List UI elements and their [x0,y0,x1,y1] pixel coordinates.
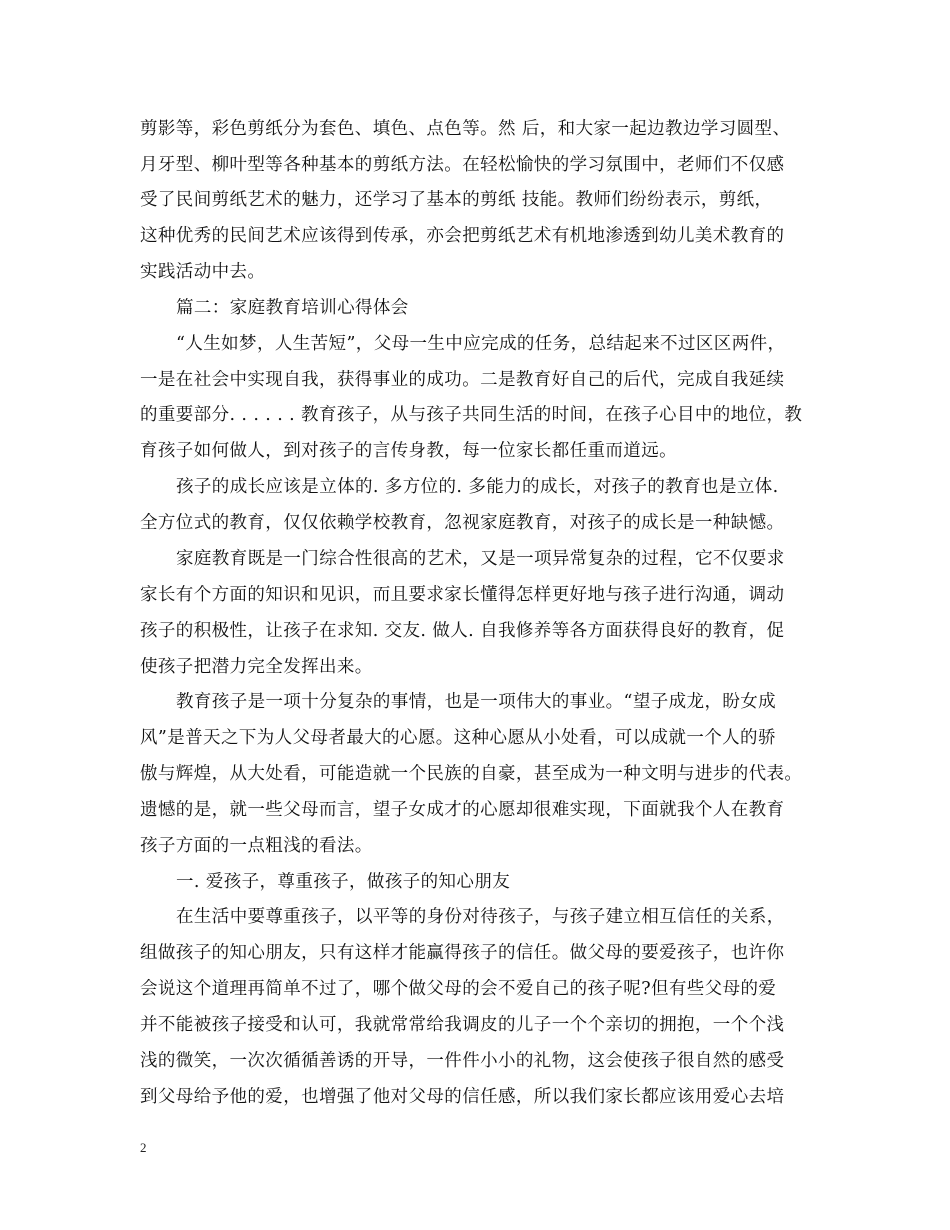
text-line: 在生活中要尊重孩子，以平等的身份对待孩子，与孩子建立相互信任的关系， [176,907,785,927]
text-line: 育孩子如何做人，到对孩子的言传身教，每一位家长都任重而道远。 [140,441,677,461]
text-line: 剪影等，彩色剪纸分为套色、填色、点色等。然 后，和大家一起边教边学习圆型、 [140,119,791,139]
text-line: 实践活动中去。 [140,262,266,282]
text-line: 一是在社会中实现自我，获得事业的成功。二是教育好自己的后代，完成自我延续 [140,370,785,390]
text-line: 孩子的积极性，让孩子在求知. 交友. 做人. 自我修养等各方面获得良好的教育，促 [140,621,785,641]
text-line: 孩子方面的一点粗浅的看法。 [140,836,373,856]
section-heading: 一. 爱孩子，尊重孩子，做孩子的知心朋友 [176,872,511,892]
text-line: 浅的微笑，一次次循循善诱的开导，一件件小小的礼物，这会使孩子很自然的感受 [140,1051,785,1071]
text-line: 月牙型、柳叶型等各种基本的剪纸方法。在轻松愉快的学习氛围中，老师们不仅感 [140,155,785,175]
text-line: 全方位式的教育，仅仅依赖学校教育，忽视家庭教育，对孩子的成长是一种缺憾。 [140,513,785,533]
page-number: 2 [140,1140,147,1155]
text-line: 到父母给予他的爱，也增强了他对父母的信任感，所以我们家长都应该用爱心去培 [140,1087,785,1107]
text-line: 的重要部分. . . . . . 教育孩子，从与孩子共同生活的时间，在孩子心目中的地位，教 [140,405,803,425]
text-line: 并不能被孩子接受和认可，我就常常给我调皮的儿子一个个亲切的拥抱，一个个浅 [140,1015,785,1035]
text-line: 风”是普天之下为人父母者最大的心愿。这种心愿从小处看，可以成就一个人的骄 [140,728,776,748]
text-line: 使孩子把潜力完全发挥出来。 [140,657,373,677]
text-line: 家长有个方面的知识和见识，而且要求家长懂得怎样更好地与孩子进行沟通，调动 [140,585,785,605]
text-line: 孩子的成长应该是立体的. 多方位的. 多能力的成长，对孩子的教育也是立体. [176,477,779,497]
text-line: 傲与辉煌，从大处看，可能造就一个民族的自豪，甚至成为一种文明与进步的代表。 [140,764,803,784]
text-line: “人生如梦，人生苦短”，父母一生中应完成的任务，总结起来不过区区两件， [176,334,786,354]
text-line: 会说这个道理再简单不过了，哪个做父母的会不爱自己的孩子呢?但有些父母的爱 [140,979,777,999]
text-line: 这种优秀的民间艺术应该得到传承，亦会把剪纸艺术有机地渗透到幼儿美术教育的 [140,226,785,246]
text-line: 教育孩子是一项十分复杂的事情，也是一项伟大的事业。“望子成龙，盼女成 [176,692,777,712]
text-line: 遗憾的是，就一些父母而言，望子女成才的心愿却很难实现，下面就我个人在教育 [140,800,785,820]
text-line: 组做孩子的知心朋友，只有这样才能赢得孩子的信任。做父母的要爱孩子，也许你 [140,943,785,963]
text-line: 家庭教育既是一门综合性很高的艺术，又是一项异常复杂的过程，它不仅要求 [176,549,785,569]
text-line: 受了民间剪纸艺术的魅力，还学习了基本的剪纸 技能。教师们纷纷表示，剪纸， [140,190,773,210]
section-heading: 篇二：家庭教育培训心得体会 [176,298,409,318]
